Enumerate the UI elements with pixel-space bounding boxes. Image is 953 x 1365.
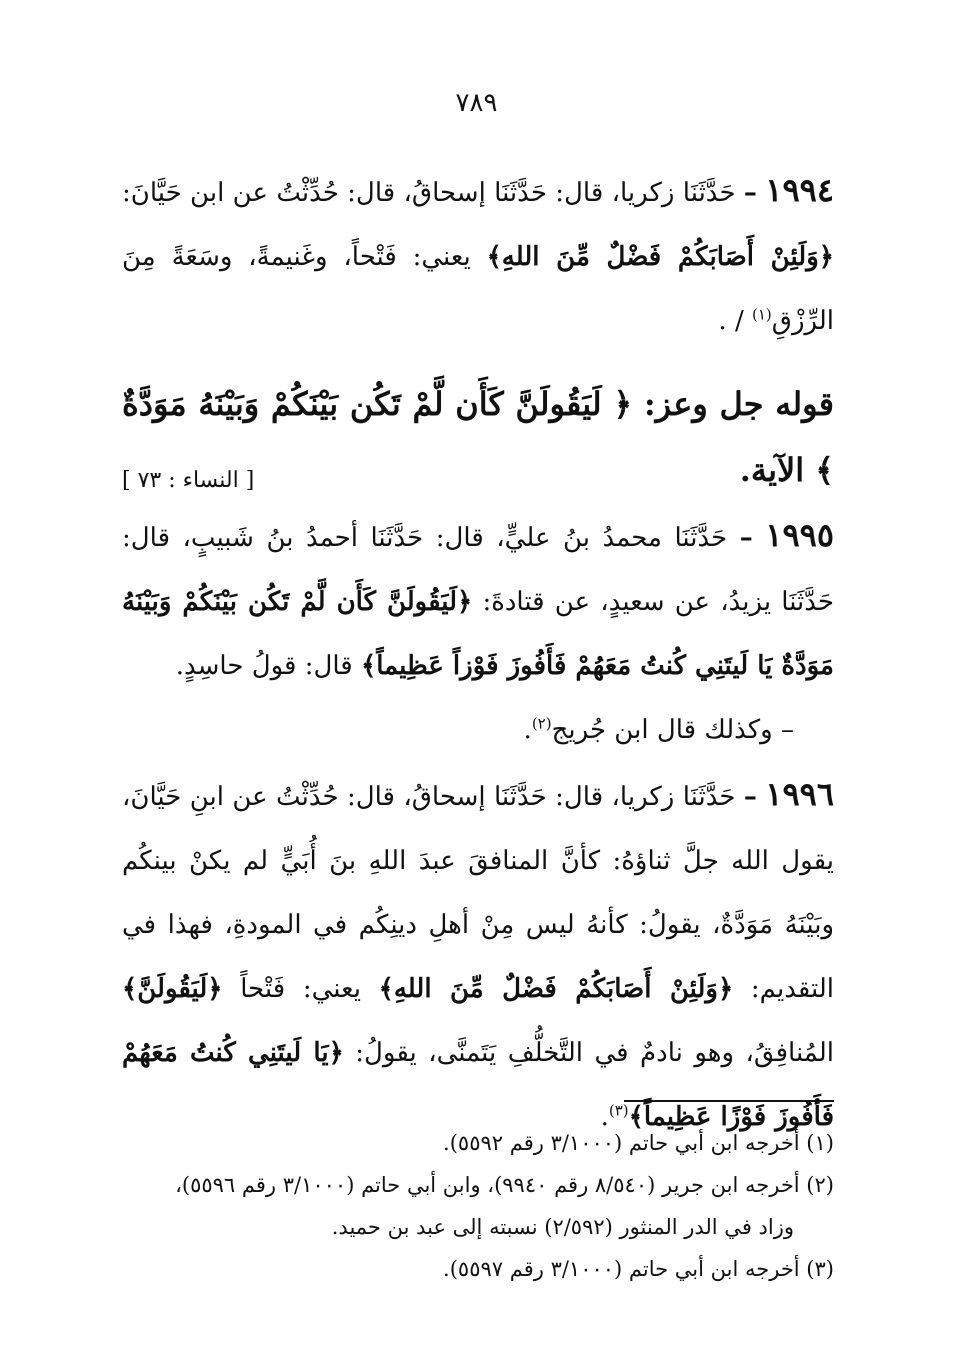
quran-quote: ﴿وَلَئِنْ أَصَابَكُمْ فَضْلٌ مِّنَ اللهِ﴾ bbox=[378, 974, 734, 1004]
footnotes bbox=[122, 1122, 834, 1290]
entry-text: قال: قولُ حاسِدٍ. bbox=[175, 651, 361, 681]
quran-quote: ﴿وَلَئِنْ أَصَابَكُمْ فَضْلٌ مِّنَ اللهِ﴾ bbox=[486, 242, 834, 272]
quran-quote: ﴿يَا لَيتَنِي كُنتُ مَعَهُمْ فَأَفُوزَ فَوْزًا عَظِيماً﴾ bbox=[122, 1038, 834, 1132]
entry-text: . bbox=[600, 1102, 609, 1132]
entry-text: / . bbox=[718, 306, 752, 336]
entry-number: ١٩٩٦ bbox=[765, 775, 835, 813]
entry-number: ١٩٩٤ bbox=[765, 171, 834, 209]
continuation-end: . bbox=[523, 715, 532, 745]
entry-1994 bbox=[122, 158, 834, 353]
continuation-text: – وكذلك قال ابن جُريج bbox=[551, 715, 794, 745]
entry-1996 bbox=[122, 762, 834, 1149]
heading-quran: ﴿ لَيَقُولَنَّ كَأَن لَّمْ تَكُن بَيْنَكُمْ وَبَيْنَهُ مَوَدَّةٌ ﴾ bbox=[122, 385, 834, 489]
footnote-ref[interactable]: (٢) bbox=[531, 714, 552, 733]
entry-text: حَدَّثَنَا زكريا، قال: حَدَّثَنَا إسحاقُ، قال: حُدِّثْتُ عن ابن حَيَّانَ: bbox=[122, 178, 744, 208]
page-number: ٧٨٩ bbox=[455, 88, 498, 118]
footnote-ref[interactable]: (٣) bbox=[608, 1101, 629, 1120]
footnote-separator bbox=[624, 1100, 834, 1102]
entry-text: يعني: فَتْحاً bbox=[222, 974, 379, 1004]
heading-tail: الآية. bbox=[739, 451, 816, 489]
entry-text: حَدَّثَنَا زكريا، قال: حَدَّثَنَا إسحاقُ، قال: حُدِّثْتُ عن ابنِ حَيَّانَ، يقول الله جلَّ ثناؤهُ: كأنَّ المنافقَ عبدَ اللهِ بنَ أُبَيٍّ لم يكنْ بينكُم وبَيْنَهُ مَوَدَّةٌ، يقولُ: كأنهُ ليس مِنْ أهلِ دينِكُم في المودةِ، فهذا في التقديم: bbox=[122, 782, 834, 1004]
footnote-1: (١) أخرجه ابن أبي حاتم (٣/١٠٠٠ رقم ٥٥٩٢). bbox=[443, 1131, 834, 1155]
entry-dash: – bbox=[743, 782, 757, 812]
entry-number: ١٩٩٥ bbox=[765, 516, 834, 554]
entry-text: يعني: فَتْحاً، وغَنيمةً، وسَعَةً مِنَ الرِّزْقِ bbox=[122, 242, 834, 336]
footnote-2: (٢) أخرجه ابن جرير (٨/٥٤٠ رقم ٩٩٤٠)، وابن أبي حاتم (٣/١٠٠٠ رقم ٥٥٩٦)، bbox=[175, 1173, 834, 1197]
entry-dash: – bbox=[743, 178, 757, 208]
quran-quote: ﴿لَيَقُولَنَّ كَأَن لَّمْ تَكُن بَيْنَكُمْ وَبَيْنَهُ مَوَدَّةٌ يَا لَيتَنِي كُنتُ مَعَهُمْ فَأَفُوزَ فَوْزاً عَظِيماً﴾ bbox=[122, 587, 834, 681]
main-text bbox=[122, 158, 834, 1149]
entry-text: حَدَّثَنَا محمدُ بنُ عليٍّ، قال: حَدَّثَنَا أحمدُ بنُ شَبيبٍ، قال: حَدَّثَنَا يزيدُ، عن سعيدٍ، عن قتادةَ: bbox=[122, 523, 834, 617]
surah-reference: [ النساء : ٧٣ ] bbox=[122, 468, 255, 493]
footnote-3: (٣) أخرجه ابن أبي حاتم (٣/١٠٠٠ رقم ٥٥٩٧). bbox=[443, 1257, 834, 1281]
verse-heading-block bbox=[122, 371, 834, 503]
entry-dash: – bbox=[739, 523, 753, 553]
heading-text: قوله جل وعز: bbox=[632, 385, 835, 423]
footnote-2-continuation: وزاد في الدر المنثور (٢/٥٩٢) نسبته إلى عبد بن حميد. bbox=[331, 1215, 794, 1239]
entry-text: المُنافِقُ، وهو نادمٌ في التَّخلُّفِ يَتَمنَّى، يقولُ: bbox=[343, 1038, 834, 1068]
quran-quote: ﴿لَيَقُولَنَّ﴾ bbox=[122, 974, 223, 1004]
entry-1995 bbox=[122, 503, 834, 698]
entry-1995-continuation bbox=[122, 698, 834, 762]
footnote-ref[interactable]: (١) bbox=[751, 305, 772, 324]
